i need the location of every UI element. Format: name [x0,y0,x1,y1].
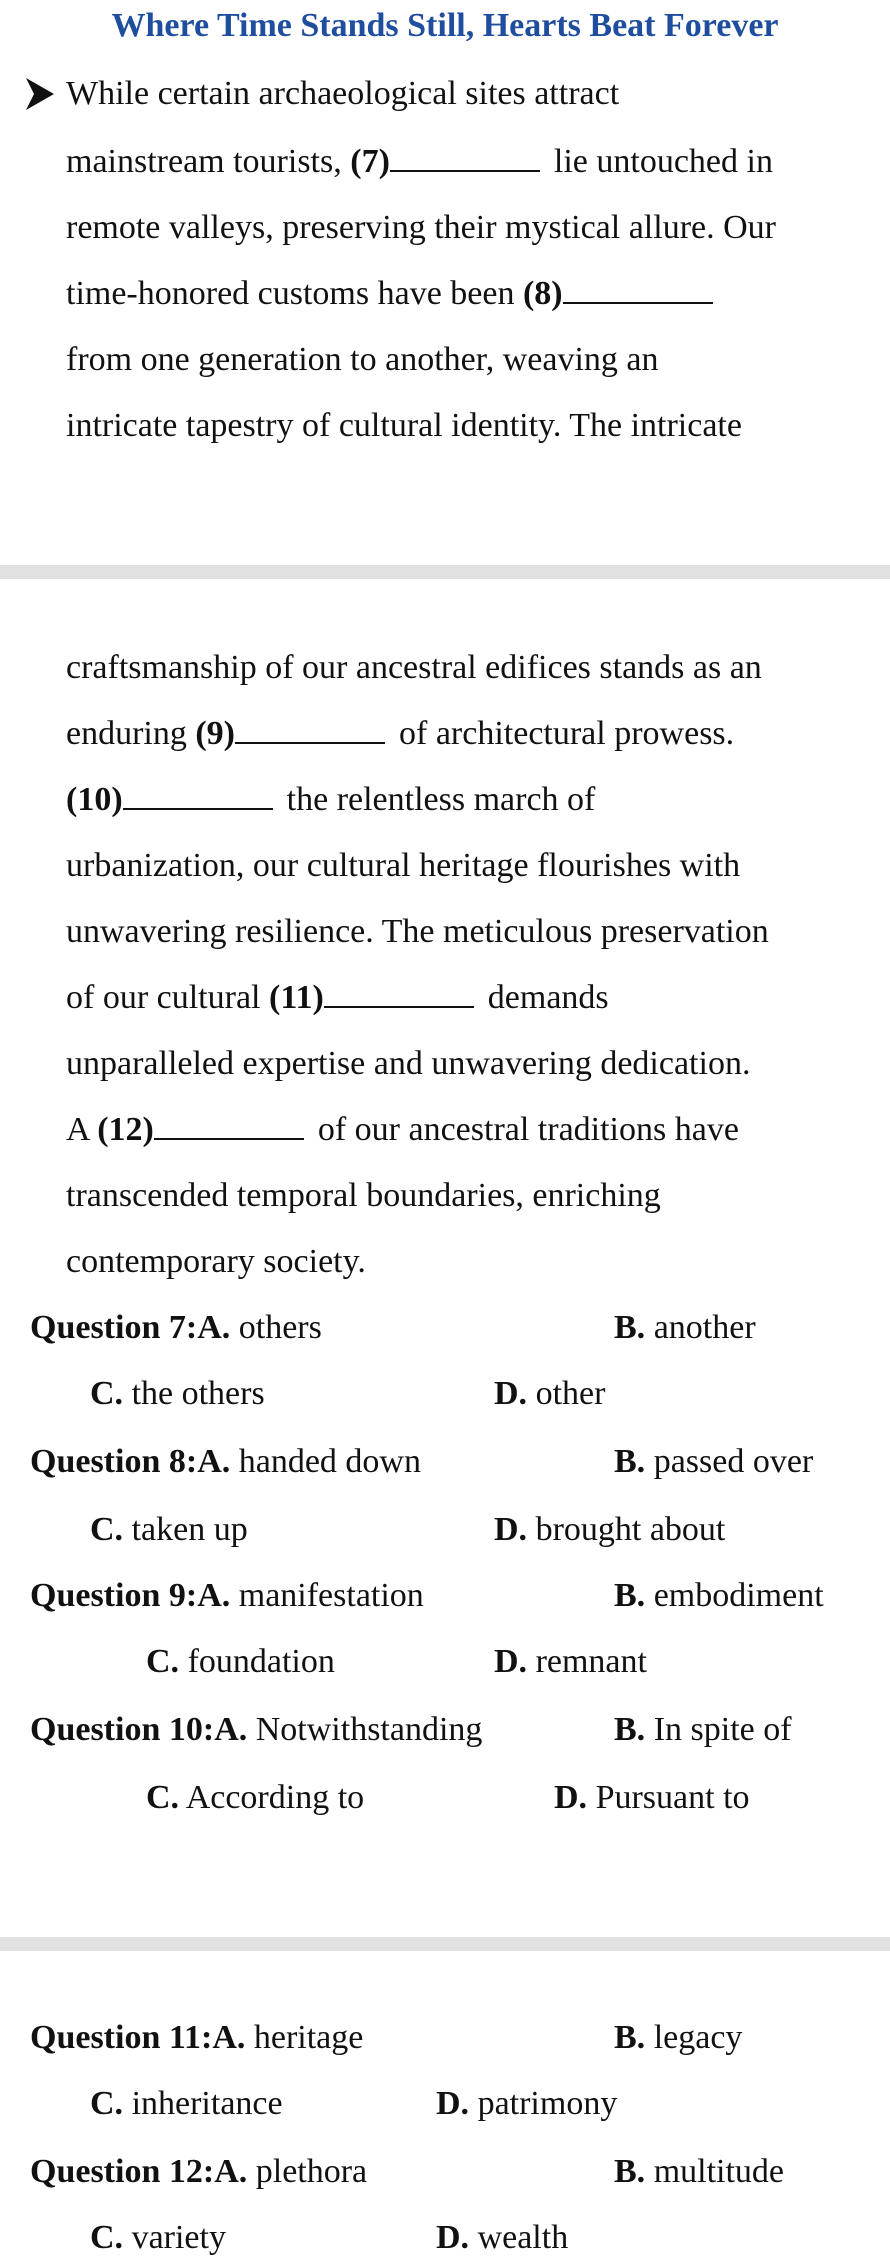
passage-line: time-honored customs have been (8) [66,272,727,316]
option-a[interactable]: Question 10:A. Notwithstanding [30,1711,483,1748]
page-title: Where Time Stands Still, Hearts Beat Forever [111,7,779,44]
passage-line: urbanization, our cultural heritage flourishes with [66,847,741,884]
blank-12[interactable] [154,1108,304,1140]
blank-8[interactable] [563,272,713,304]
blank-11[interactable] [324,976,474,1008]
option-a[interactable]: Question 8:A. handed down [30,1443,421,1480]
passage-line: unparalleled expertise and unwavering dedication. [66,1045,751,1082]
option-d[interactable]: D. patrimony [436,2085,618,2122]
blank-number-9: (9) [195,715,236,752]
passage-line: enduring (9) of architectural prowess. [66,712,734,756]
option-c[interactable]: C. the others [90,1375,265,1412]
blank-10[interactable] [123,778,273,810]
option-b[interactable]: B. passed over [614,1443,814,1480]
question-label: Question 8: [30,1443,198,1480]
question-label: Question 9: [30,1577,198,1614]
option-d[interactable]: D. brought about [494,1511,726,1548]
option-d[interactable]: D. remnant [494,1643,647,1680]
option-b[interactable]: B. multitude [614,2153,785,2190]
blank-number-10: (10) [66,781,123,818]
blank-number-8: (8) [522,275,563,312]
option-c[interactable]: C. inheritance [90,2085,283,2122]
passage-line: transcended temporal boundaries, enriching [66,1177,661,1214]
option-c[interactable]: C. taken up [90,1511,248,1548]
passage-line: (10) the relentless march of [66,778,595,822]
blank-7[interactable] [390,140,540,172]
option-d[interactable]: D. wealth [436,2219,569,2256]
blank-number-7: (7) [350,143,390,180]
passage-line: mainstream tourists, (7) lie untouched in [66,140,773,184]
passage-line: unwavering resilience. The meticulous preservation [66,913,769,950]
passage-line: craftsmanship of our ancestral edifices stands as an [66,649,762,686]
passage-line: contemporary society. [66,1243,366,1280]
option-b[interactable]: B. legacy [614,2019,743,2056]
blank-number-11: (11) [269,979,324,1016]
option-c[interactable]: C. variety [90,2219,226,2256]
passage-line: intricate tapestry of cultural identity. The intricate [66,407,742,444]
option-a[interactable]: Question 12:A. plethora [30,2153,368,2190]
passage-line: While certain archaeological sites attract [66,75,620,112]
passage-line: from one generation to another, weaving an [66,341,659,378]
option-c[interactable]: C. According to [146,1779,365,1816]
question-label: Question 7: [30,1309,198,1346]
page-divider [0,565,890,579]
option-d[interactable]: D. Pursuant to [554,1779,750,1816]
passage-line: of our cultural (11) demands [66,976,609,1020]
arrow-bullet-icon [22,74,58,114]
option-d[interactable]: D. other [494,1375,606,1412]
option-a[interactable]: Question 9:A. manifestation [30,1577,424,1614]
passage-line: remote valleys, preserving their mystical allure. Our [66,209,776,246]
question-label: Question 10: [30,1711,215,1748]
option-b[interactable]: B. embodiment [614,1577,824,1614]
option-c[interactable]: C. foundation [146,1643,335,1680]
option-a[interactable]: Question 11:A. heritage [30,2019,364,2056]
question-label: Question 11: [30,2019,213,2056]
blank-number-12: (12) [97,1111,154,1148]
option-b[interactable]: B. another [614,1309,756,1346]
blank-9[interactable] [235,712,385,744]
option-b[interactable]: B. In spite of [614,1711,792,1748]
page-divider [0,1937,890,1951]
question-label: Question 12: [30,2153,215,2190]
passage-line: A (12) of our ancestral traditions have [66,1108,739,1152]
option-a[interactable]: Question 7:A. others [30,1309,322,1346]
